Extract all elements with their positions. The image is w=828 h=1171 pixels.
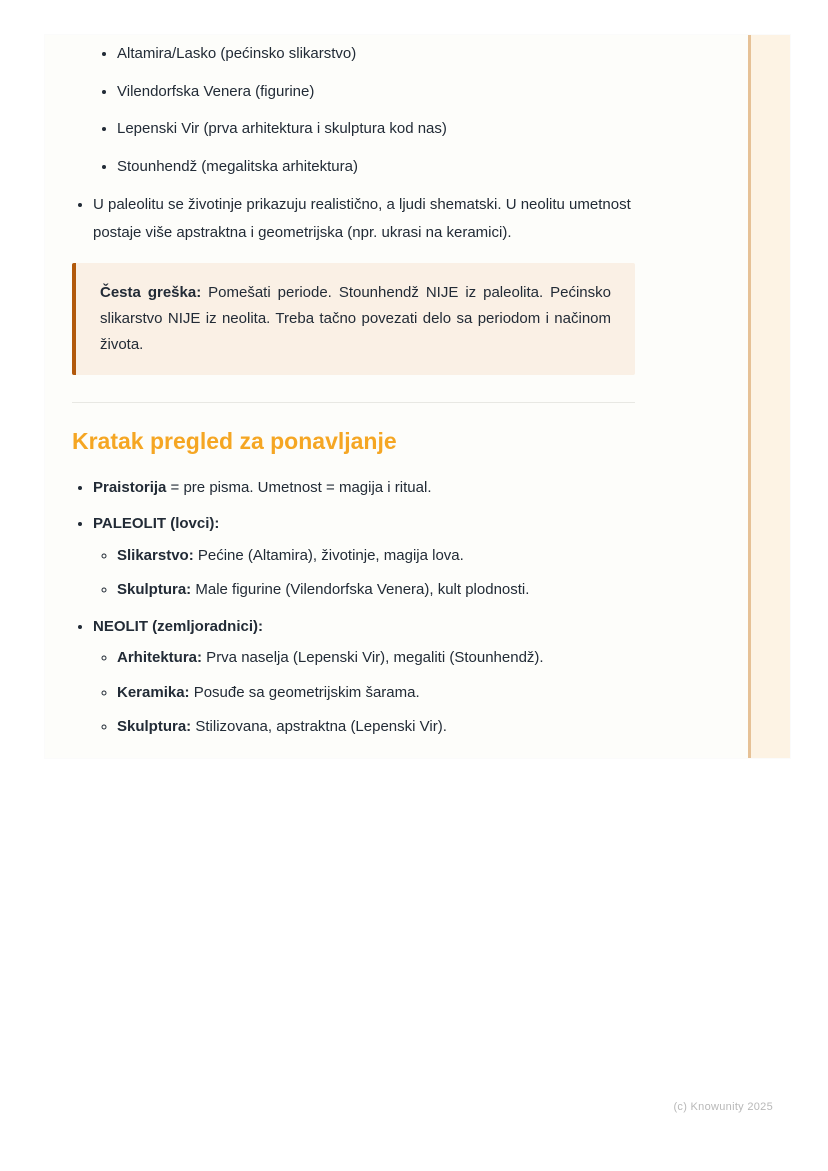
page-content — [72, 43, 635, 739]
section-divider — [72, 402, 635, 403]
note-page — [45, 35, 790, 758]
section-heading: Kratak pregled za ponavljanje — [72, 428, 397, 455]
copyright-footer: (c) Knowunity 2025 — [673, 1101, 773, 1113]
comparison-text: U paleolitu se životinje prikazuju realistično, a ljudi shematski. U neolitu umetnost postaje više apstraktna i geometrijska (npr. ukrasi na keramici). — [93, 196, 631, 241]
term-text: Male figurine (Vilendorfska Venera), kult plodnosti. — [191, 581, 530, 599]
term-label: Keramika: — [117, 683, 190, 701]
term-label: PALEOLIT (lovci): — [93, 515, 220, 533]
summary-item — [93, 513, 635, 602]
term-label: Arhitektura: — [117, 649, 203, 667]
artifact-text: Lepenski Vir (prva arhitektura i skulptura kod nas) — [117, 120, 447, 137]
artifact-item — [117, 118, 635, 141]
term-label: Praistorija — [93, 478, 167, 496]
list-item — [93, 191, 635, 247]
summary-item — [93, 616, 635, 739]
summary-subitem — [117, 716, 635, 739]
common-mistake-callout — [72, 263, 635, 376]
term-text: Posuđe sa geometrijskim šarama. — [189, 683, 420, 701]
artifact-item — [117, 43, 635, 66]
artifact-text: Stounhendž (megalitska arhitektura) — [117, 157, 358, 175]
term-label: Skulptura: — [117, 581, 192, 599]
summary-subitem — [117, 545, 635, 568]
term-text: Pećine (Altamira), životinje, magija lova. — [193, 546, 464, 564]
term-label: NEOLIT (zemljoradnici): — [93, 617, 264, 635]
summary-subitem — [117, 579, 635, 602]
artifact-item — [117, 156, 635, 179]
callout-label: Česta greška: — [100, 283, 202, 301]
callout-body: Pomešati periode. Stounhendž NIJE iz paleolita. Pećinsko slikarstvo NIJE iz neolita. Treba tačno povezati delo sa periodom i načinom života. — [100, 283, 611, 353]
summary-list — [72, 477, 635, 739]
artifact-text: Vilendorfska Venera (figurine) — [117, 82, 315, 100]
callout-text — [100, 280, 611, 359]
artifact-text: Altamira/Lasko (pećinsko slikarstvo) — [117, 45, 357, 62]
term-label: Skulptura: — [117, 718, 192, 736]
summary-sublist — [93, 545, 635, 602]
summary-sublist — [93, 647, 635, 739]
decorative-side-strip — [748, 35, 790, 758]
term-text: Prva naselja (Lepenski Vir), megaliti (Stounhendž). — [202, 649, 544, 667]
term-text: Stilizovana, apstraktna (Lepenski Vir). — [191, 718, 447, 736]
comparison-list — [72, 191, 635, 247]
summary-subitem — [117, 682, 635, 705]
term-label: Slikarstvo: — [117, 546, 194, 564]
summary-item — [93, 477, 635, 500]
artifact-item — [117, 81, 635, 104]
term-text: = pre pisma. Umetnost = magija i ritual. — [166, 478, 432, 496]
artifact-list — [96, 43, 635, 178]
summary-subitem — [117, 647, 635, 670]
